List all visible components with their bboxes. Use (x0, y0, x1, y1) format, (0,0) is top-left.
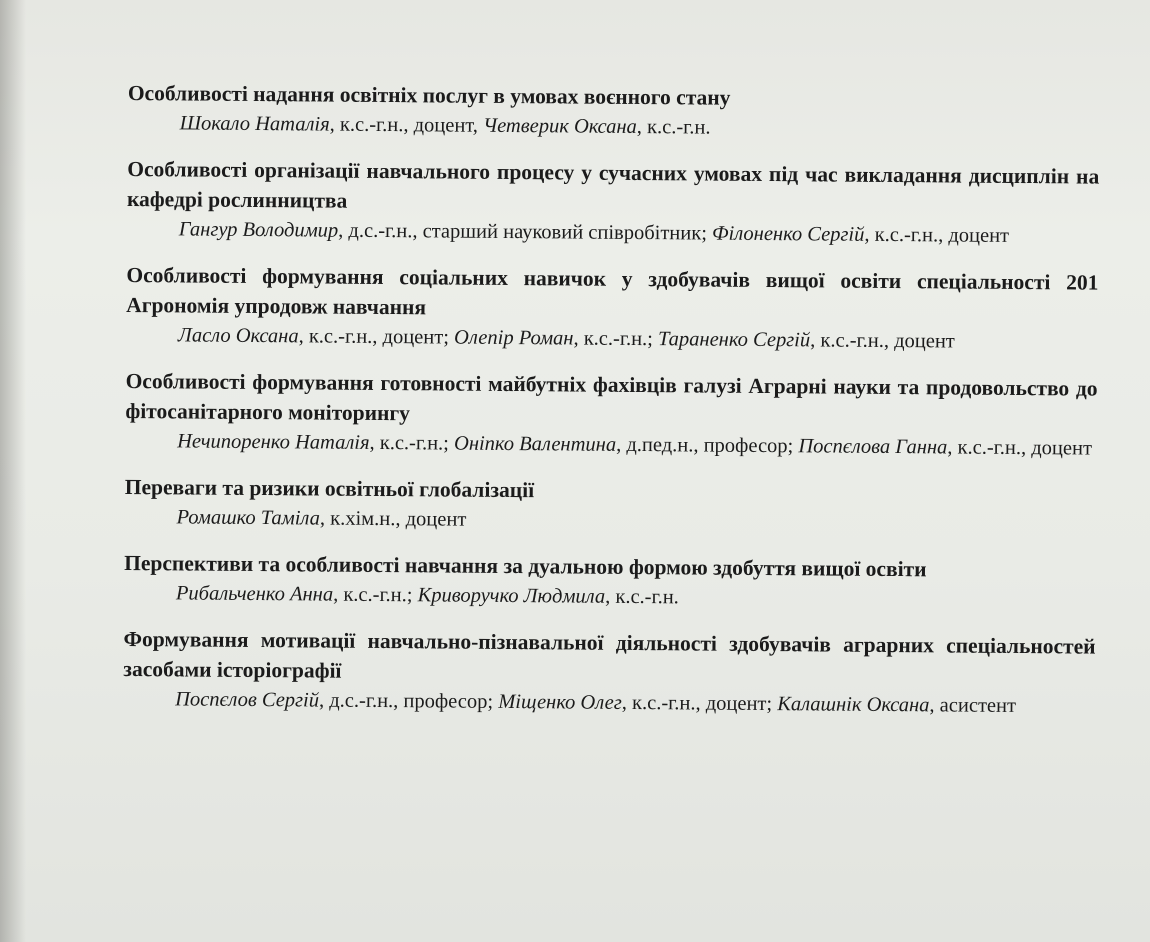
author-name: Оніпко Валентина (453, 432, 617, 456)
author-name: Четверик Оксана (482, 114, 637, 138)
author-name: Калашнік Оксана (777, 693, 930, 717)
entry-authors (124, 578, 1096, 616)
entry-title: Особливості формування готовності майбутніх фахівців галузі Аграрні науки та продовольство до фітосанітарного моніторингу (125, 368, 1098, 426)
author-name: Шокало Наталія (179, 112, 330, 136)
author-name: Філоненко Сергій (711, 222, 865, 246)
author-credentials: , д.с.-г.н., старший науковий співробітник; (338, 219, 713, 245)
entry-title: Переваги та ризики освітньої глобалізації (124, 474, 535, 503)
table-of-contents (123, 78, 1100, 738)
author-credentials: , к.с.-г.н., доцент (810, 329, 955, 353)
entry-authors (123, 684, 1095, 722)
toc-entry (124, 548, 1096, 616)
author-name: Міщенко Олег (498, 690, 622, 714)
author-name: Поспєлова Ганна (798, 435, 948, 459)
entry-authors (124, 502, 1096, 540)
author-name: Ромашко Таміла (176, 506, 321, 530)
page-edge-shadow (0, 0, 26, 942)
author-name: Рибальченко Анна (175, 582, 334, 606)
toc-entry (124, 472, 1096, 540)
author-credentials: , к.с.-г.н.; (369, 431, 455, 455)
entry-title: Перспективи та особливості навчання за дуальною формою здобуття вищої освіти (124, 550, 927, 582)
toc-entry (127, 154, 1100, 252)
author-name: Криворучко Людмила (417, 584, 606, 608)
entry-authors (128, 108, 1100, 146)
author-credentials: , к.с.-г.н. (636, 115, 711, 139)
author-credentials: , к.с.-г.н.; (573, 327, 659, 351)
author-credentials: , к.с.-г.н., доцент; (298, 325, 455, 349)
toc-entry (128, 78, 1100, 146)
author-name: Поспєлов Сергій (175, 688, 320, 712)
entry-title: Особливості формування соціальних навичок у здобувачів вищої освіти спеціальності 201 Агрономія упродовж навчання (126, 262, 1099, 320)
entry-authors (126, 320, 1098, 358)
author-credentials: , к.хім.н., доцент (319, 507, 467, 531)
entry-authors (127, 214, 1099, 252)
author-credentials: , к.с.-г.н., доцент (947, 436, 1093, 460)
author-credentials: , к.с.-г.н.; (333, 583, 418, 607)
entry-authors (125, 426, 1097, 464)
author-name: Нечипоренко Наталія (177, 430, 370, 454)
author-name: Гангур Володимир (178, 218, 339, 242)
author-credentials: , д.с.-г.н., професор; (318, 689, 499, 713)
author-name: Тараненко Сергій (657, 328, 811, 352)
toc-entry (123, 624, 1096, 722)
author-credentials: , к.с.-г.н. (605, 585, 679, 609)
toc-entry (125, 366, 1098, 464)
entry-title: Особливості організації навчального процесу у сучасних умовах під час викладання дисциплін на кафедрі рослинництва (126, 156, 1100, 213)
author-credentials: , д.пед.н., професор; (616, 433, 799, 458)
entry-title: Формування мотивації навчально-пізнавальної діяльності здобувачів аграрних спеціальностей засобами історіографії (123, 626, 1096, 683)
author-name: Олепір Роман (453, 326, 574, 350)
author-credentials: , к.с.-г.н., доцент; (621, 691, 778, 716)
author-credentials: , к.с.-г.н., доцент (864, 223, 1010, 247)
entry-title: Особливості надання освітніх послуг в умовах воєнного стану (127, 80, 731, 110)
author-name: Ласло Оксана (177, 324, 299, 348)
author-credentials: , к.с.-г.н., доцент, (329, 113, 484, 137)
author-credentials: , асистент (929, 694, 1017, 717)
toc-entry (126, 260, 1099, 358)
